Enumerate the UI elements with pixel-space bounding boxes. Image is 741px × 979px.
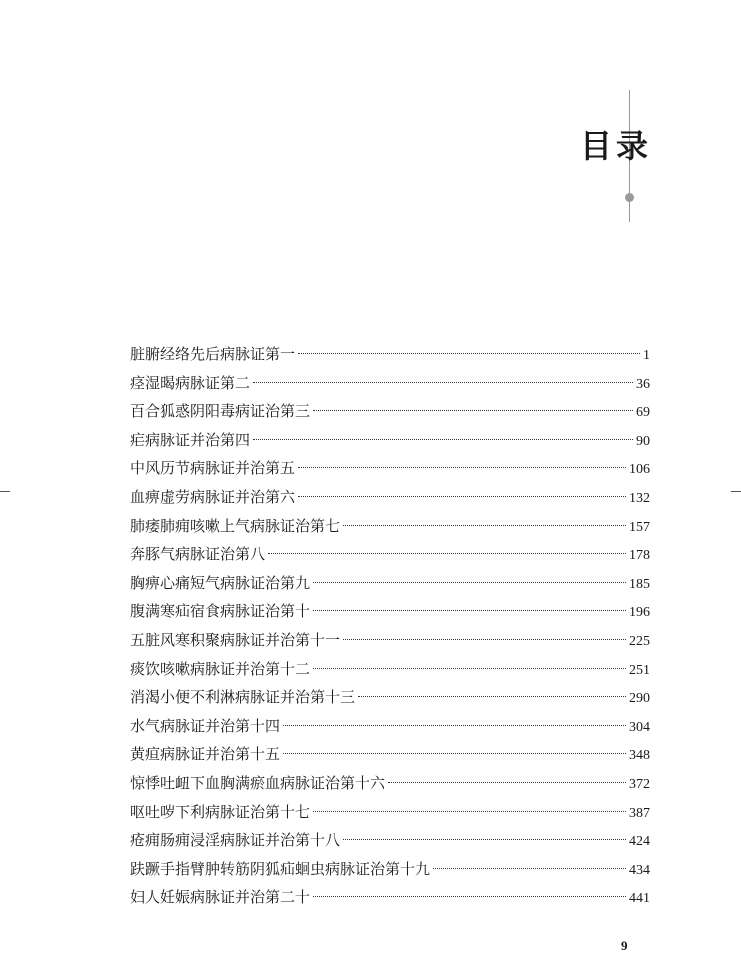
toc-entry[interactable] xyxy=(130,683,650,712)
toc-dot-leader xyxy=(343,525,626,526)
toc-entry[interactable] xyxy=(130,655,650,684)
toc-entry[interactable] xyxy=(130,426,650,455)
toc-entry[interactable] xyxy=(130,569,650,598)
toc-dot-leader xyxy=(283,753,626,754)
toc-entry[interactable] xyxy=(130,712,650,741)
toc-dot-leader xyxy=(253,382,633,383)
toc-entry[interactable] xyxy=(130,369,650,398)
toc-entry-page: 157 xyxy=(629,519,650,535)
toc-entry-page: 441 xyxy=(629,891,650,907)
toc-entry-page: 372 xyxy=(629,776,650,792)
toc-dot-leader xyxy=(313,610,626,611)
toc-entry[interactable] xyxy=(130,626,650,655)
toc-entry-title: 中风历节病脉证并治第五 xyxy=(130,459,296,478)
toc-entry-page: 36 xyxy=(636,376,650,392)
toc-dot-leader xyxy=(313,582,626,583)
toc-entry-title: 胸痹心痛短气病脉证治第九 xyxy=(130,573,311,592)
toc-entry[interactable] xyxy=(130,540,650,569)
toc-entry-page: 304 xyxy=(629,719,650,735)
toc-entry-title: 水气病脉证并治第十四 xyxy=(130,716,281,735)
toc-entry-page: 424 xyxy=(629,834,650,850)
toc-entry[interactable] xyxy=(130,397,650,426)
toc-entry[interactable] xyxy=(130,740,650,769)
toc-dot-leader xyxy=(313,896,626,897)
toc-entry-page: 348 xyxy=(629,748,650,764)
toc-dot-leader xyxy=(313,668,626,669)
toc-entry-title: 肺痿肺痈咳嗽上气病脉证治第七 xyxy=(130,516,341,535)
page-number: 9 xyxy=(621,938,628,953)
page-title: 目录 xyxy=(580,127,653,165)
toc-entry-title: 五脏风寒积聚病脉证并治第十一 xyxy=(130,630,341,649)
toc-entry-page: 290 xyxy=(629,691,650,707)
toc-entry-title: 腹满寒疝宿食病脉证治第十 xyxy=(130,602,311,621)
toc-dot-leader xyxy=(388,782,626,783)
toc-entry-page: 196 xyxy=(629,605,650,621)
toc-dot-leader xyxy=(253,439,633,440)
crop-mark-left xyxy=(0,491,10,492)
toc-entry-page: 1 xyxy=(643,348,650,363)
toc-entry-title: 痉湿暍病脉证第二 xyxy=(130,373,251,392)
toc-entry-title: 惊悸吐衄下血胸满瘀血病脉证治第十六 xyxy=(130,773,386,792)
toc-entry-page: 106 xyxy=(629,462,650,478)
toc-dot-leader xyxy=(268,553,626,554)
toc-entry[interactable] xyxy=(130,483,650,512)
title-decorative-dot xyxy=(625,193,634,202)
crop-mark-right xyxy=(731,491,741,492)
toc-dot-leader xyxy=(283,725,626,726)
toc-entry[interactable] xyxy=(130,826,650,855)
toc-entry-title: 黄疸病脉证并治第十五 xyxy=(130,745,281,764)
toc-entry-title: 趺蹶手指臂肿转筋阴狐疝蛔虫病脉证治第十九 xyxy=(130,859,431,878)
toc-dot-leader xyxy=(343,839,626,840)
toc-dot-leader xyxy=(358,696,626,697)
toc-entry-page: 185 xyxy=(629,576,650,592)
toc-dot-leader xyxy=(298,353,640,354)
toc-entry-title: 疟病脉证并治第四 xyxy=(130,430,251,449)
toc-entry[interactable] xyxy=(130,769,650,798)
toc-dot-leader xyxy=(313,811,626,812)
toc-dot-leader xyxy=(433,868,626,869)
table-of-contents xyxy=(130,340,650,912)
toc-entry-page: 434 xyxy=(629,862,650,878)
toc-entry-title: 呕吐哕下利病脉证治第十七 xyxy=(130,802,311,821)
toc-entry-page: 387 xyxy=(629,805,650,821)
toc-dot-leader xyxy=(343,639,626,640)
toc-entry-title: 百合狐惑阴阳毒病证治第三 xyxy=(130,402,311,421)
toc-entry-page: 251 xyxy=(629,662,650,678)
toc-entry-title: 消渴小便不利淋病脉证并治第十三 xyxy=(130,688,356,707)
toc-dot-leader xyxy=(298,496,626,497)
toc-entry[interactable] xyxy=(130,340,650,369)
toc-entry-title: 奔豚气病脉证治第八 xyxy=(130,545,266,564)
toc-entry-page: 69 xyxy=(636,405,650,421)
toc-entry-title: 痰饮咳嗽病脉证并治第十二 xyxy=(130,659,311,678)
toc-entry-page: 225 xyxy=(629,633,650,649)
toc-entry-title: 妇人妊娠病脉证并治第二十 xyxy=(130,888,311,907)
toc-entry[interactable] xyxy=(130,597,650,626)
toc-entry-title: 疮痈肠痈浸淫病脉证并治第十八 xyxy=(130,831,341,850)
toc-entry[interactable] xyxy=(130,454,650,483)
toc-entry-page: 178 xyxy=(629,548,650,564)
toc-entry[interactable] xyxy=(130,512,650,541)
toc-entry[interactable] xyxy=(130,855,650,884)
toc-entry-page: 90 xyxy=(636,433,650,449)
toc-entry-title: 血痹虚劳病脉证并治第六 xyxy=(130,487,296,506)
toc-entry-page: 132 xyxy=(629,490,650,506)
toc-entry[interactable] xyxy=(130,798,650,827)
toc-entry-title: 脏腑经络先后病脉证第一 xyxy=(130,345,296,363)
toc-dot-leader xyxy=(313,410,633,411)
toc-dot-leader xyxy=(298,467,626,468)
toc-entry[interactable] xyxy=(130,883,650,912)
